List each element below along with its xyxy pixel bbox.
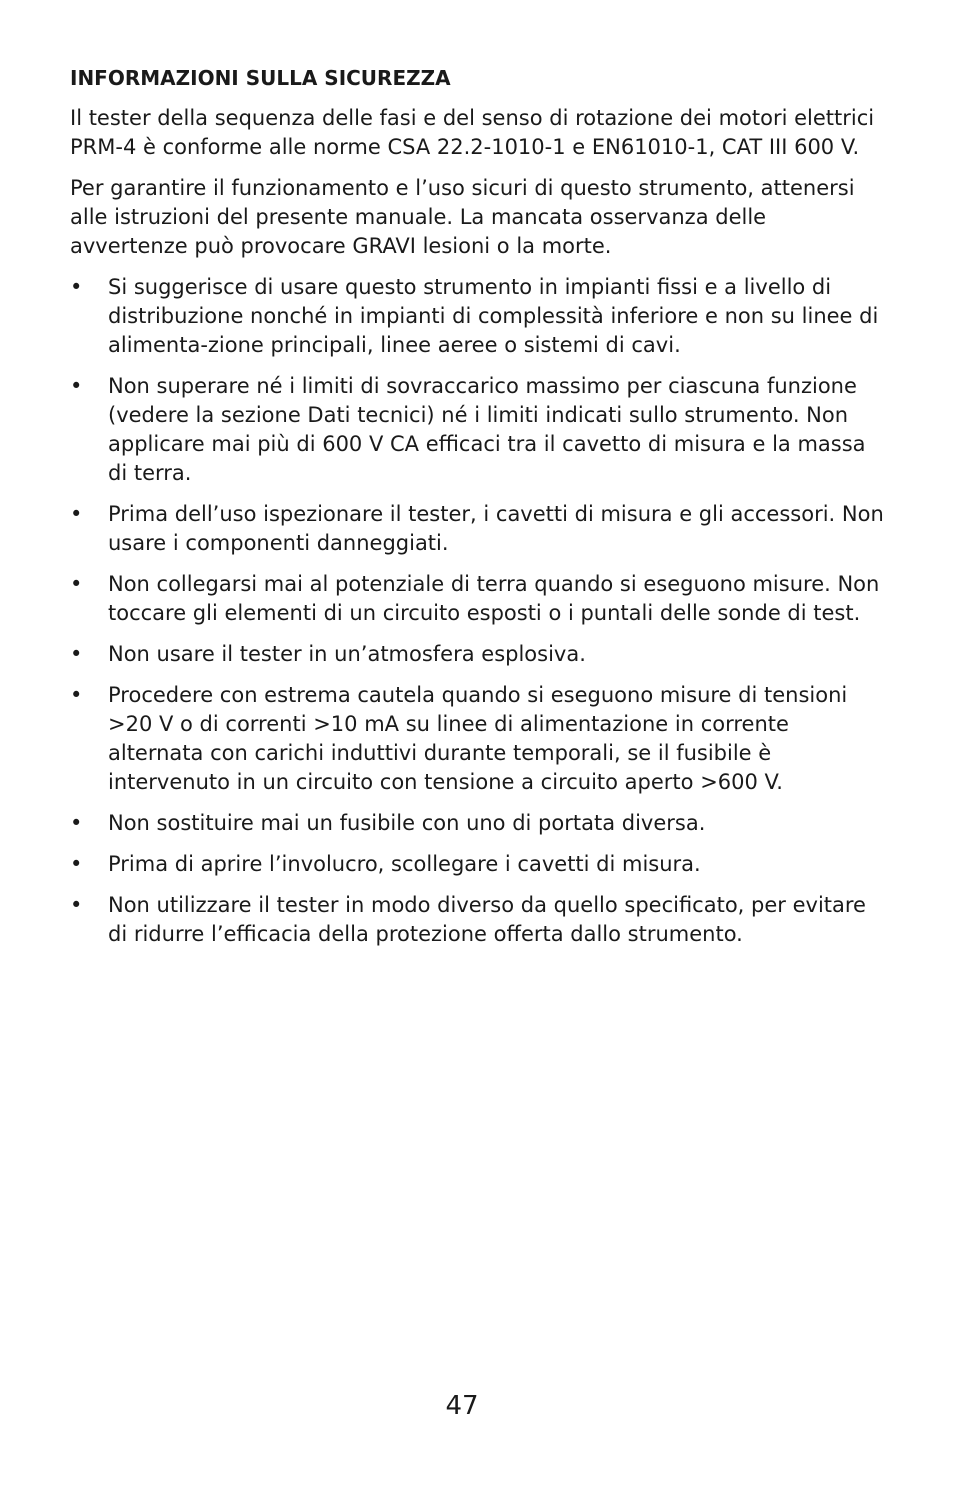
bullet-icon: • — [70, 852, 83, 876]
list-item-text: Non superare né i limiti di sovraccarico massimo per ciascuna funzione (vedere la sezione Dati tecnici) né i limiti indicati sullo strumento. Non applicare mai più di 600 V CA efficaci tra il cavetto di misura e la massa di terra. — [108, 374, 866, 485]
bullet-icon: • — [70, 893, 83, 917]
bullet-icon: • — [70, 275, 83, 299]
bullet-icon: • — [70, 502, 83, 526]
page-number: 47 — [445, 1391, 479, 1421]
list-item — [70, 273, 886, 360]
intro-paragraph-compliance: Il tester della sequenza delle fasi e del senso di rotazione dei motori elettrici PRM-4 è conforme alle norme CSA 22.2-1010-1 e EN61010-1, CAT III 600 V. — [70, 106, 875, 159]
list-item — [70, 500, 886, 558]
intro-paragraph-warning: Per garantire il funzionamento e l’uso sicuri di questo strumento, attenersi alle istruzioni del presente manuale. La mancata osservanza delle avvertenze può provocare GRAVI lesioni o la morte. — [70, 176, 855, 258]
list-item — [70, 372, 886, 488]
list-item-text: Procedere con estrema cautela quando si eseguono misure di tensioni >20 V o di correnti >10 mA su linee di alimentazione in corrente alternata con carichi induttivi durante temporali, se il fusibile è intervenuto in un circuito con tensione a circuito aperto >600 V. — [108, 683, 848, 794]
list-item — [70, 681, 886, 797]
list-item — [70, 570, 886, 628]
bullet-icon: • — [70, 683, 83, 707]
list-item-text: Prima di aprire l’involucro, scollegare i cavetti di misura. — [108, 852, 701, 876]
bullet-icon: • — [70, 811, 83, 835]
list-item — [70, 640, 886, 669]
list-item-text: Non collegarsi mai al potenziale di terra quando si eseguono misure. Non toccare gli elementi di un circuito esposti o i puntali delle sonde di test. — [108, 572, 880, 625]
document-page — [70, 64, 886, 961]
list-item-text: Non usare il tester in un’atmosfera esplosiva. — [108, 642, 586, 666]
bullet-icon: • — [70, 374, 83, 398]
bullet-icon: • — [70, 572, 83, 596]
list-item-text: Si suggerisce di usare questo strumento in impianti fissi e a livello di distribuzione nonché in impianti di complessità inferiore e non su linee di alimenta-zione principali, linee aeree o sistemi di cavi. — [108, 275, 879, 357]
list-item — [70, 850, 886, 879]
list-item-text: Non sostituire mai un fusibile con uno di portata diversa. — [108, 811, 706, 835]
list-item-text: Non utilizzare il tester in modo diverso da quello specificato, per evitare di ridurre l’efficacia della protezione offerta dallo strumento. — [108, 893, 866, 946]
list-item — [70, 891, 886, 949]
bullet-icon: • — [70, 642, 83, 666]
list-item — [70, 809, 886, 838]
safety-bullet-list — [70, 273, 886, 949]
list-item-text: Prima dell’uso ispezionare il tester, i cavetti di misura e gli accessori. Non usare i componenti danneggiati. — [108, 502, 884, 555]
section-heading: INFORMAZIONI SULLA SICUREZZA — [70, 66, 451, 90]
